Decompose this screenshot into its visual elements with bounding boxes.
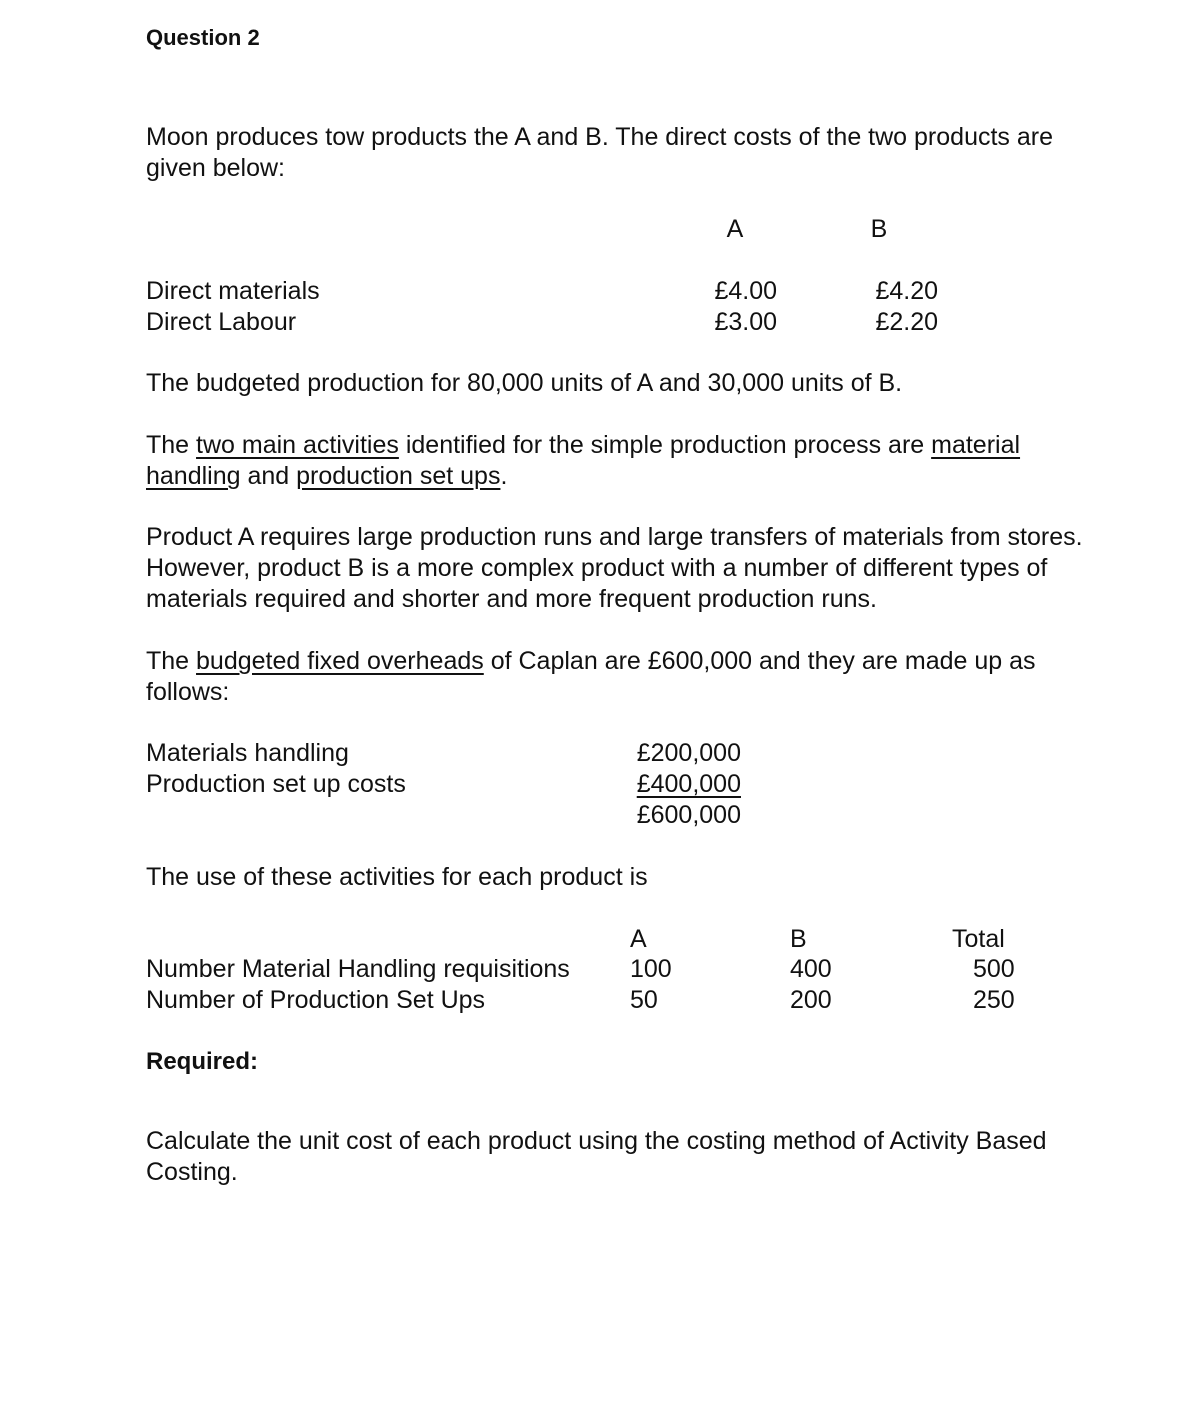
direct-materials-label: Direct materials: [146, 277, 320, 305]
usage-header-b: B: [790, 925, 807, 953]
product-desc-line-3: materials required and shorter and more frequent production runs.: [146, 585, 877, 613]
material-handling-requisitions-b: 400: [790, 955, 832, 983]
production-set-ups-total: 250: [973, 986, 1015, 1014]
production-set-ups-label: Number of Production Set Ups: [146, 986, 486, 1014]
question-title: Question 2: [146, 25, 260, 50]
budgeted-production-text: The budgeted production for 80,000 units of A and 30,000 units of B.: [146, 369, 903, 397]
materials-handling-label: Materials handling: [146, 739, 349, 767]
activities-text-4: .: [500, 462, 508, 490]
required-label: Required:: [146, 1048, 259, 1075]
material-handling-requisitions-total: 500: [973, 955, 1015, 983]
direct-labour-label: Direct Labour: [146, 308, 297, 336]
direct-costs-header-a: A: [726, 215, 744, 243]
product-desc-line-1: Product A requires large production runs and large transfers of materials from stores.: [146, 523, 1083, 551]
budgeted-fixed-overheads-underlined: budgeted fixed overheads: [196, 647, 484, 675]
overheads-intro-line-1: [146, 646, 1036, 677]
direct-labour-a: £3.00: [714, 308, 777, 336]
overheads-intro-text-2: of Caplan are £600,000 and they are made up as: [483, 647, 1036, 675]
direct-labour-b: £2.20: [875, 308, 938, 336]
handling-underlined: handling: [146, 462, 241, 490]
activities-line-2: [146, 461, 507, 492]
direct-materials-a: £4.00: [714, 277, 777, 305]
production-setup-label: Production set up costs: [146, 770, 406, 798]
material-handling-requisitions-a: 100: [630, 955, 672, 983]
production-set-ups-b: 200: [790, 986, 832, 1014]
activities-text-1: The: [146, 431, 197, 459]
material-underlined: material: [931, 431, 1021, 459]
activities-text-3: and: [240, 462, 297, 490]
product-desc-line-2: However, product B is a more complex product with a number of different types of: [146, 554, 1048, 582]
direct-materials-b: £4.20: [875, 277, 938, 305]
two-main-activities-underlined: two main activities: [196, 431, 399, 459]
production-setup-value-underlined: £400,000: [636, 770, 741, 798]
usage-header-total: Total: [952, 925, 1005, 953]
task-line-1: Calculate the unit cost of each product using the costing method of Activity Based: [146, 1127, 1047, 1155]
task-line-2: Costing.: [146, 1158, 238, 1186]
overheads-total-value: £600,000: [636, 801, 741, 829]
material-handling-requisitions-label: Number Material Handling requisitions: [146, 955, 570, 983]
activities-text-2: identified for the simple production process are: [398, 431, 932, 459]
usage-header-a: A: [630, 925, 647, 953]
intro-line-1: Moon produces tow products the A and B. The direct costs of the two products are: [146, 123, 1053, 151]
production-setup-value: [580, 769, 741, 800]
intro-line-2: given below:: [146, 154, 285, 182]
usage-intro-text: The use of these activities for each product is: [146, 863, 648, 891]
direct-costs-header-b: B: [870, 215, 888, 243]
materials-handling-value: £200,000: [636, 739, 741, 767]
activities-line-1: [146, 430, 1020, 461]
overheads-intro-line-2: follows:: [146, 678, 230, 706]
overheads-intro-text-1: The: [146, 647, 197, 675]
production-set-ups-a: 50: [630, 986, 658, 1014]
production-set-ups-underlined: production set ups: [296, 462, 501, 490]
